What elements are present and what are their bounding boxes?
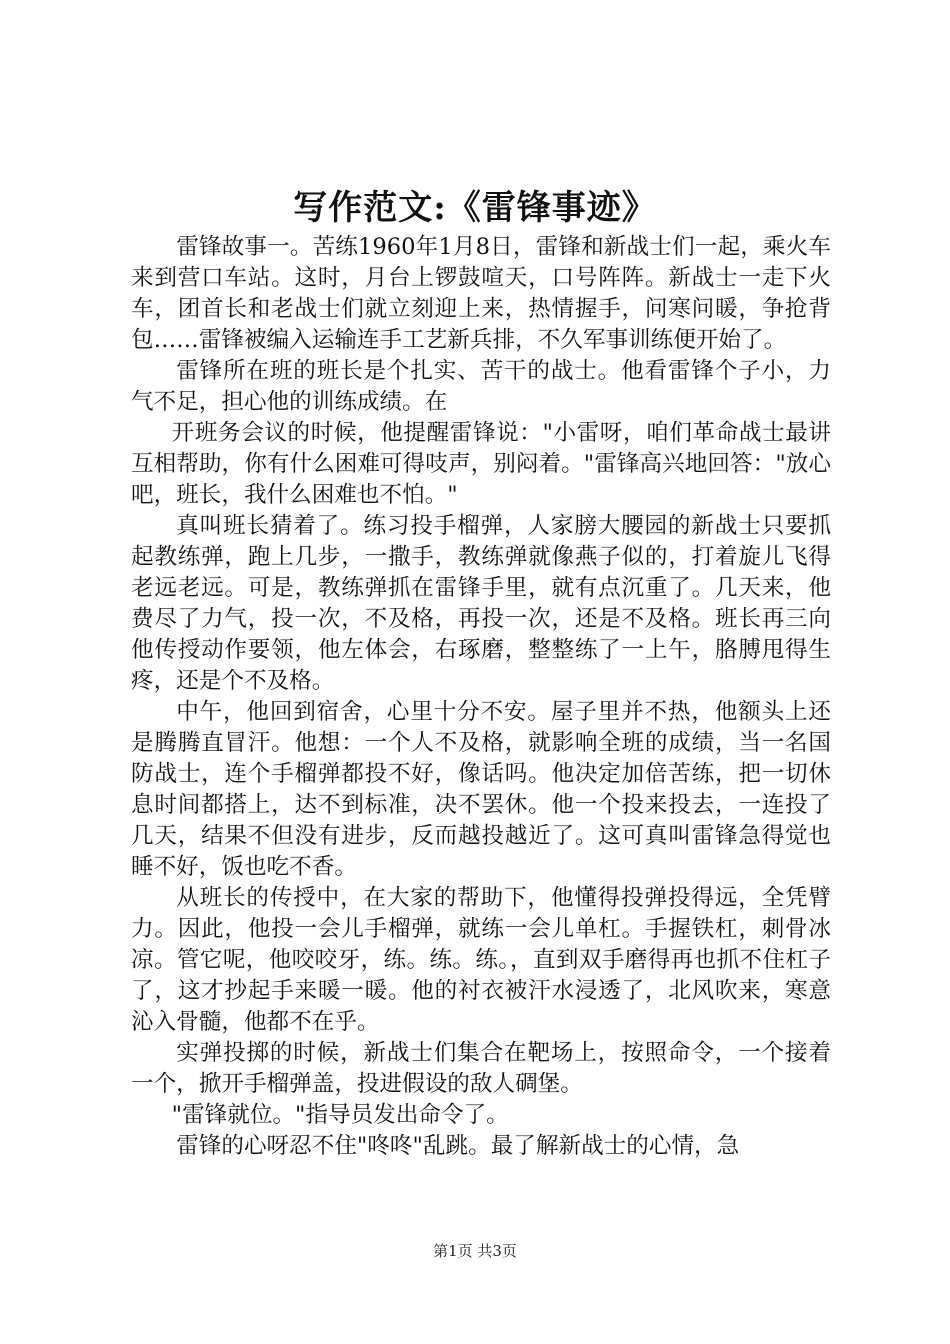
paragraph: 中午，他回到宿舍，心里十分不安。屋子里并不热，他额头上还是腾腾直冒汗。他想：一个人不及格，就影响全班的成绩，当一名国防战士，连个手榴弹都投不好，像话吗。他决定加倍苦练，把一切休息时间都搭上，达不到标准，决不罢休。他一个投来投去，一连投了几天，结果不但没有进步，反而越投越近了。这可真叫雷锋急得觉也睡不好，饭也吃不香。 <box>131 699 831 880</box>
paragraph: 开班务会议的时候，他提醒雷锋说："小雷呀，咱们革命战士最讲互相帮助，你有什么困难可得吱声，别闷着。"雷锋高兴地回答："放心吧，班长，我什么困难也不怕。" <box>131 420 831 508</box>
paragraph: 雷锋故事一。苦练1960年1月8日，雷锋和新战士们一起，乘火车来到营口车站。这时，月台上锣鼓喧天，口号阵阵。新战士一走下火车，团首长和老战士们就立刻迎上来，热情握手，问寒问暖，争抢背包……雷锋被编入运输连手工艺新兵排，不久军事训练便开始了。 <box>131 234 831 353</box>
page-footer: 第1页 共3页 <box>433 1242 517 1260</box>
paragraph: "雷锋就位。"指导员发出命令了。 <box>171 1102 509 1128</box>
paragraph: 实弹投掷的时候，新战士们集合在靶场上，按照命令，一个接着一个，掀开手榴弹盖，投进假设的敌人碉堡。 <box>131 1040 831 1097</box>
paragraph: 从班长的传授中，在大家的帮助下，他懂得投弹投得远，全凭臂力。因此，他投一会儿手榴弹，就练一会儿单杠。手握铁杠，刺骨冰凉。管它呢，他咬咬牙，练。练。练。，直到双手磨得再也抓不住杠子了，这才抄起手来暖一暖。他的衬衣被汗水浸透了，北风吹来，寒意沁入骨髓，他都不在乎。 <box>131 885 831 1035</box>
paragraph: 雷锋所在班的班长是个扎实、苦干的战士。他看雷锋个子小，力气不足，担心他的训练成绩。在 <box>131 358 831 415</box>
paragraph: 雷锋的心呀忍不住"咚咚"乱跳。最了解新战士的心情，急 <box>176 1133 740 1159</box>
document-body <box>131 232 831 1162</box>
document-title: 写作范文:《雷锋事迹》 <box>293 188 657 228</box>
paragraph: 真叫班长猜着了。练习投手榴弹，人家膀大腰园的新战士只要抓起教练弹，跑上几步，一撒手，教练弹就像燕子似的，打着旋儿飞得老远老远。可是，教练弹抓在雷锋手里，就有点沉重了。几天来，他费尽了力气，投一次，不及格，再投一次，还是不及格。班长再三向他传授动作要领，他左体会，右琢磨，整整练了一上午，胳膊甩得生疼，还是个不及格。 <box>131 513 831 694</box>
